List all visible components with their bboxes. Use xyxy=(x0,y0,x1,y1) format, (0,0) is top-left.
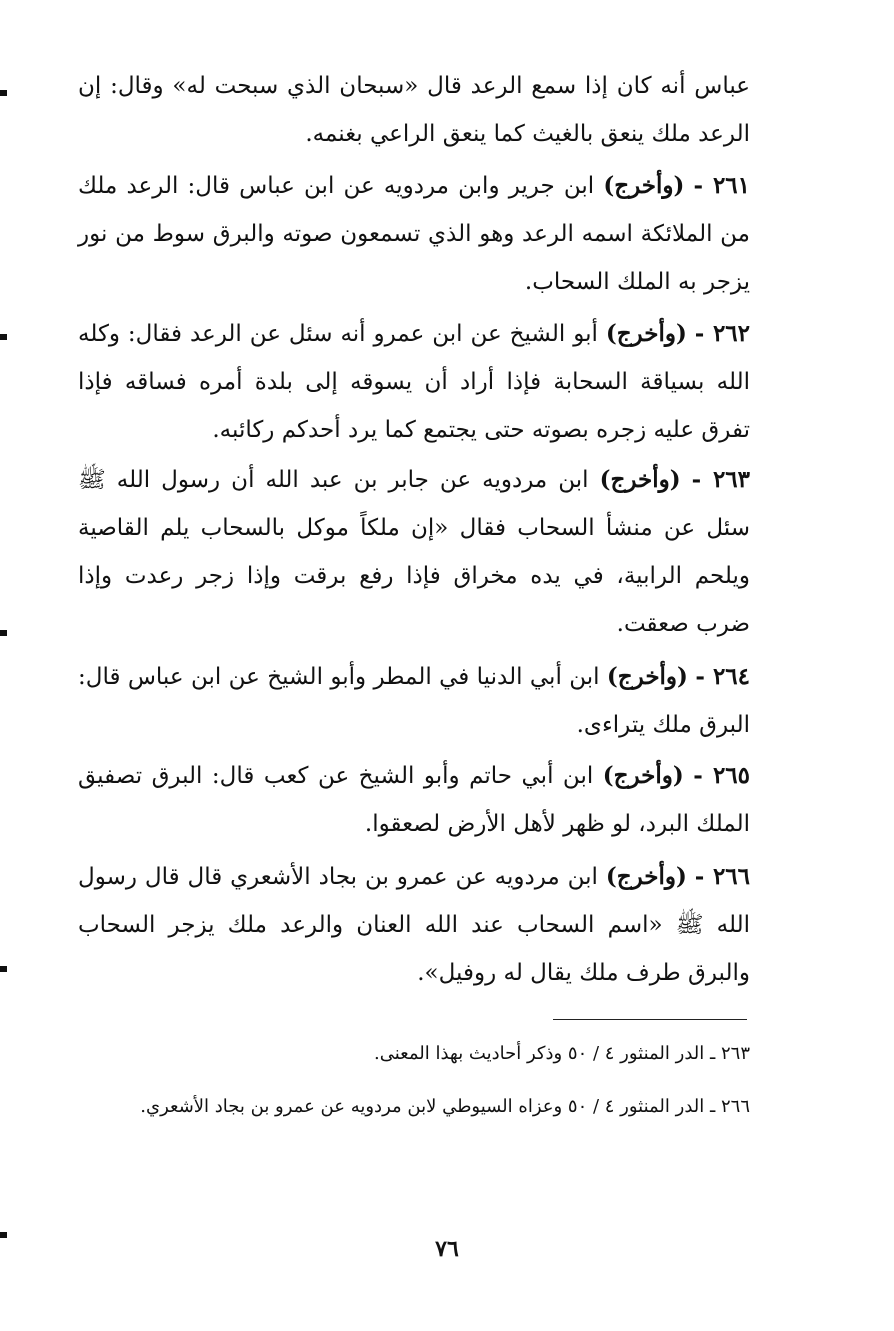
hadith-number: ٢٦٦ - xyxy=(694,863,750,890)
scan-edge-mark xyxy=(0,334,7,340)
footnote-263 xyxy=(78,1033,750,1075)
scan-edge-mark xyxy=(0,1232,7,1238)
footnote-266 xyxy=(78,1086,750,1128)
hadith-262 xyxy=(78,310,750,454)
hadith-keyword: (وأخرج) xyxy=(605,863,687,890)
hadith-number: ٢٦٢ - xyxy=(694,320,750,347)
hadith-text: ابن أبي حاتم وأبو الشيخ عن كعب قال: البرق تصفيق الملك البرد، لو ظهر لأهل الأرض لصعقوا. xyxy=(78,763,750,837)
hadith-text: أبو الشيخ عن ابن عمرو أنه سئل عن الرعد فقال: وكله الله بسياقة السحابة فإذا أراد أن يسوقه إلى بلدة أمره فساقه فإذا تفرق عليه زجره بصوته حتى يجتمع كما يرد أحدكم ركائبه. xyxy=(78,321,750,443)
hadith-text: ابن مردويه عن جابر بن عبد الله أن رسول الله ﷺ سئل عن منشأ السحاب فقال «إن ملكاً موكل بالسحاب يلم القاصية ويلحم الرابية، في يده مخراق فإذا رفع برقت وإذا زجر رعدت وإذا ضرب صعقت. xyxy=(78,467,750,637)
hadith-266 xyxy=(78,853,750,997)
hadith-keyword: (وأخرج) xyxy=(606,663,688,690)
hadith-keyword: (وأخرج) xyxy=(599,466,681,493)
page-number: ٧٦ xyxy=(435,1236,459,1262)
scan-edge-mark xyxy=(0,90,7,96)
hadith-text: ابن مردويه عن عمرو بن بجاد الأشعري قال قال رسول الله ﷺ «اسم السحاب عند الله العنان والرعد ملك يزجر السحاب والبرق طرف ملك يقال له روفيل». xyxy=(78,864,750,986)
hadith-number: ٢٦٣ - xyxy=(691,466,751,493)
hadith-keyword: (وأخرج) xyxy=(605,320,687,347)
scan-edge-mark xyxy=(0,630,7,636)
footnote-text: ٢٦٣ ـ الدر المنثور ٤ / ٥٠ وذكر أحاديث بهذا المعنى. xyxy=(374,1043,750,1064)
hadith-264 xyxy=(78,653,750,749)
hadith-keyword: (وأخرج) xyxy=(603,172,685,199)
hadith-number: ٢٦٤ - xyxy=(695,663,751,690)
hadith-265 xyxy=(78,752,750,848)
hadith-number: ٢٦١ - xyxy=(693,172,751,199)
hadith-text: ابن أبي الدنيا في المطر وأبو الشيخ عن ابن عباس قال: البرق ملك يتراءى. xyxy=(78,664,750,738)
hadith-number: ٢٦٥ - xyxy=(693,762,751,789)
paragraph-continuation xyxy=(78,62,750,158)
hadith-263 xyxy=(78,456,750,648)
footnote-text: ٢٦٦ ـ الدر المنثور ٤ / ٥٠ وعزاه السيوطي لابن مردويه عن عمرو بن بجاد الأشعري. xyxy=(140,1096,750,1117)
hadith-keyword: (وأخرج) xyxy=(602,762,684,789)
paragraph-text: عباس أنه كان إذا سمع الرعد قال «سبحان الذي سبحت له» وقال: إن الرعد ملك ينعق بالغيث كما ينعق الراعي بغنمه. xyxy=(78,73,750,147)
hadith-261 xyxy=(78,162,750,306)
scan-edge-mark xyxy=(0,966,7,972)
footnote-divider xyxy=(553,1019,747,1020)
hadith-text: ابن جرير وابن مردويه عن ابن عباس قال: الرعد ملك من الملائكة اسمه الرعد وهو الذي تسمعون صوته والبرق سوط من نور يزجر به الملك السحاب. xyxy=(78,173,750,295)
